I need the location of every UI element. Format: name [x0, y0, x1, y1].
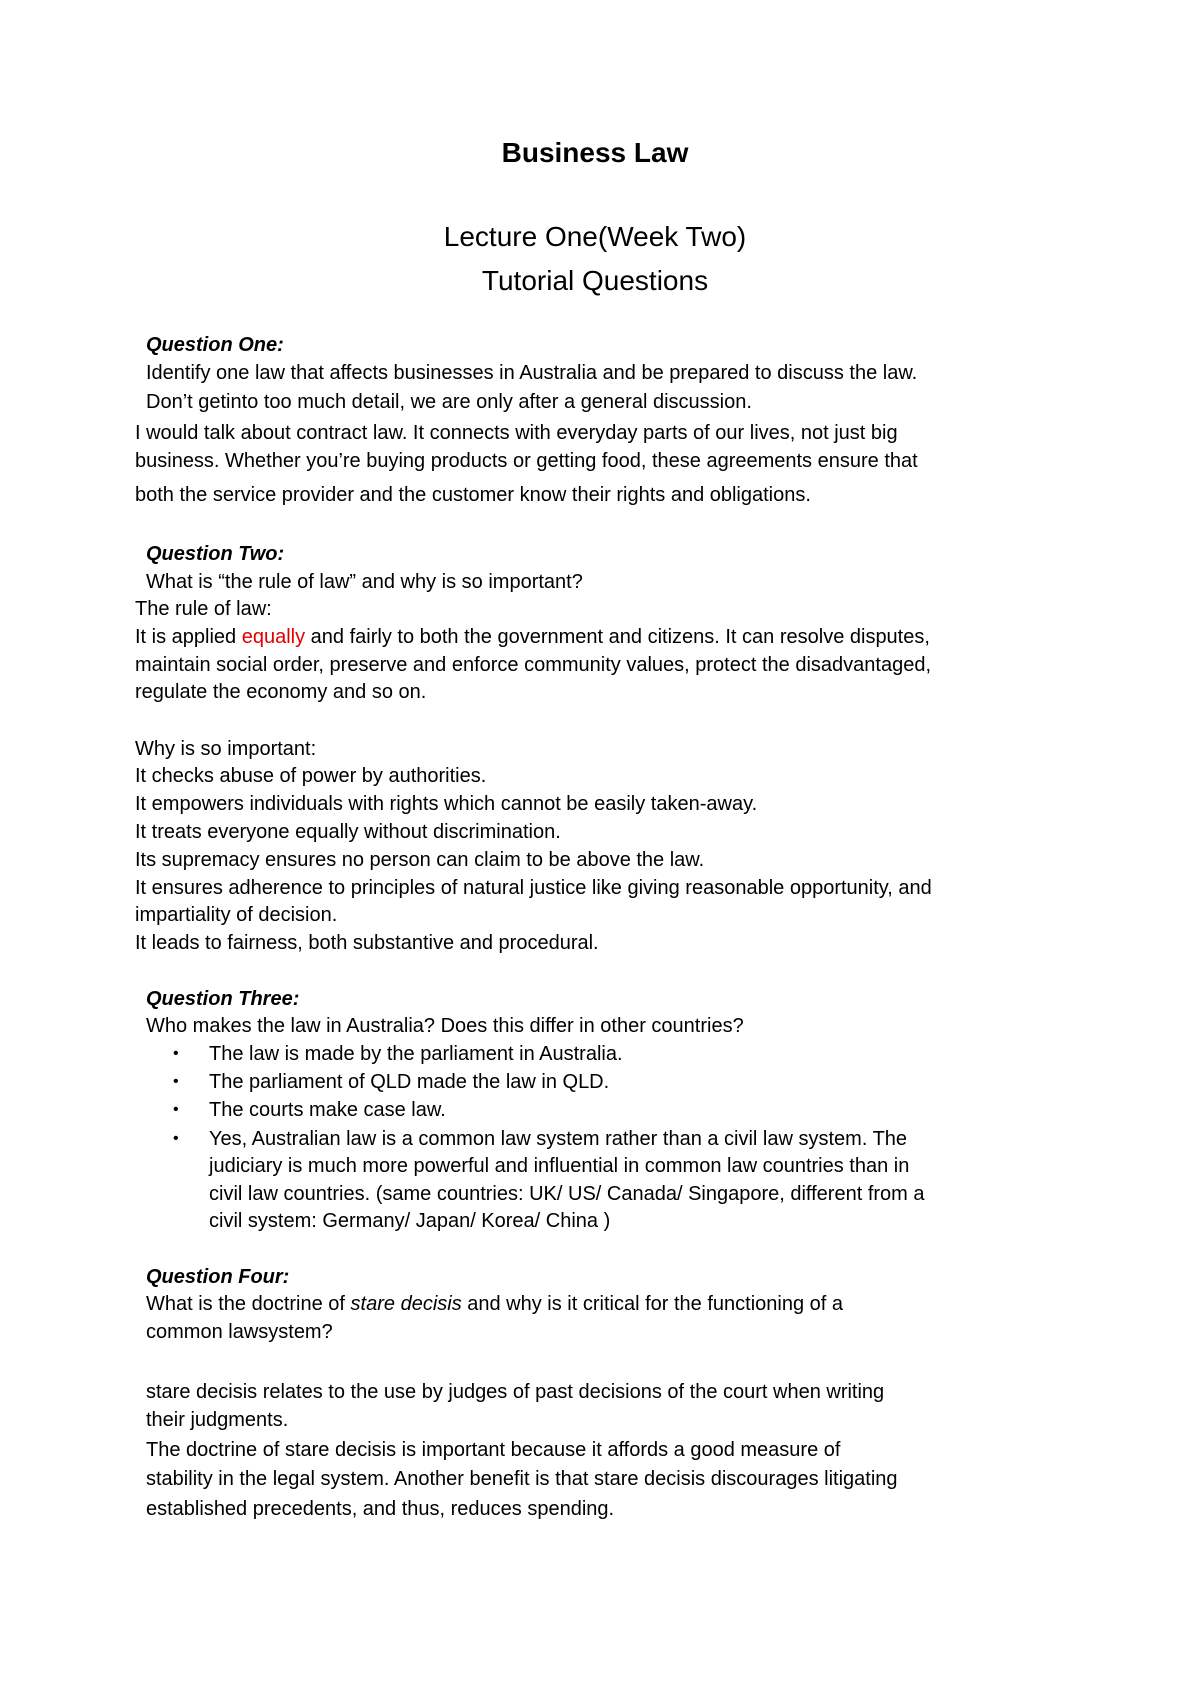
q4-answer-line: established precedents, and thus, reduces spending.	[146, 1498, 615, 1520]
bullet-marker: •	[173, 1130, 179, 1147]
q3-bullet-item: The law is made by the parliament in Australia.	[209, 1043, 623, 1065]
rule-text-pre: It is applied	[135, 626, 242, 648]
tutorial-subtitle: Tutorial Questions	[481, 265, 709, 296]
rule-of-law-line: maintain social order, preserve and enforce community values, protect the disadvantaged,	[135, 654, 931, 676]
q1-answer-line: business. Whether you’re buying products or getting food, these agreements ensure that	[135, 450, 918, 472]
q4-answer-line: stability in the legal system. Another benefit is that stare decisis discourages litigating	[146, 1468, 898, 1490]
q1-prompt-line: Don’t getinto too much detail, we are only after a general discussion.	[146, 391, 752, 413]
rule-text-post: and fairly to both the government and citizens. It can resolve disputes,	[305, 626, 930, 648]
q4-prompt-line: common lawsystem?	[146, 1321, 333, 1343]
q2-heading: Question Two:	[146, 543, 285, 565]
q1-heading: Question One:	[146, 334, 284, 356]
q4-heading: Question Four:	[146, 1266, 290, 1288]
why-line: It leads to fairness, both substantive and procedural.	[135, 932, 599, 954]
rule-of-law-label: The rule of law:	[135, 598, 272, 620]
q4-answer-line: stare decisis relates to the use by judges of past decisions of the court when writing	[146, 1381, 885, 1403]
q3-heading: Question Three:	[146, 988, 300, 1010]
q1-answer-line: both the service provider and the customer know their rights and obligations.	[135, 484, 811, 506]
bullet-marker: •	[173, 1045, 179, 1062]
q1-answer-line: I would talk about contract law. It connects with everyday parts of our lives, not just big	[135, 422, 898, 444]
q3-bullet-item: Yes, Australian law is a common law system rather than a civil law system. The	[209, 1128, 908, 1150]
q1-prompt-line: Identify one law that affects businesses in Australia and be prepared to discuss the law.	[146, 362, 918, 384]
highlighted-word: equally	[241, 626, 306, 648]
why-important-label: Why is so important:	[135, 738, 317, 760]
rule-of-law-line	[135, 625, 930, 649]
why-line: It ensures adherence to principles of natural justice like giving reasonable opportunity, and	[135, 877, 932, 899]
q4-prompt-line	[146, 1292, 843, 1316]
q4-answer-line: their judgments.	[146, 1409, 289, 1431]
bullet-marker: •	[173, 1073, 179, 1090]
q2-prompt: What is “the rule of law” and why is so important?	[146, 571, 583, 593]
lecture-subtitle: Lecture One(Week Two)	[443, 221, 747, 252]
q4-prompt-italic: stare decisis	[350, 1293, 462, 1315]
why-line: It checks abuse of power by authorities.	[135, 765, 487, 787]
q4-prompt-pre: What is the doctrine of	[146, 1293, 351, 1315]
document-title: Business Law	[501, 137, 689, 168]
q3-bullet-item: The courts make case law.	[209, 1099, 446, 1121]
q3-bullet-continuation: civil law countries. (same countries: UK/ US/ Canada/ Singapore, different from a	[209, 1183, 925, 1205]
q4-answer-line: The doctrine of stare decisis is important because it affords a good measure of	[146, 1439, 841, 1461]
bullet-marker: •	[173, 1101, 179, 1118]
why-line: It empowers individuals with rights which cannot be easily taken-away.	[135, 793, 758, 815]
q3-prompt: Who makes the law in Australia? Does this differ in other countries?	[146, 1015, 744, 1037]
q3-bullet-continuation: judiciary is much more powerful and influential in common law countries than in	[209, 1155, 910, 1177]
q3-bullet-item: The parliament of QLD made the law in QLD.	[209, 1071, 610, 1093]
why-line: impartiality of decision.	[135, 904, 338, 926]
q4-prompt-post: and why is it critical for the functioning of a	[461, 1293, 844, 1315]
q3-bullet-continuation: civil system: Germany/ Japan/ Korea/ China )	[209, 1210, 611, 1232]
why-line: Its supremacy ensures no person can claim to be above the law.	[135, 849, 705, 871]
rule-of-law-line: regulate the economy and so on.	[135, 681, 427, 703]
why-line: It treats everyone equally without discrimination.	[135, 821, 561, 843]
